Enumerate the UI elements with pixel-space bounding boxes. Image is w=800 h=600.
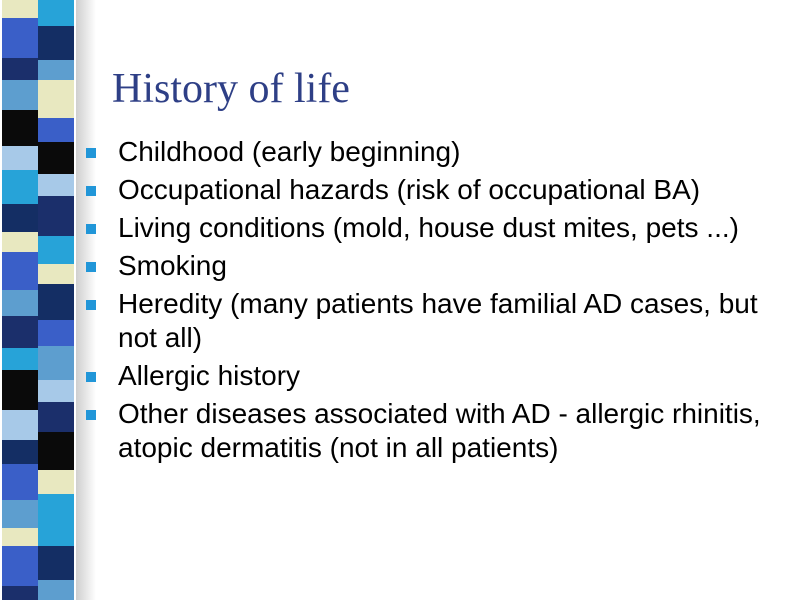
stripe-block [2, 58, 38, 80]
stripe-block [2, 586, 38, 600]
stripe-block [2, 252, 38, 290]
stripe-block [2, 204, 38, 232]
bullet-text: Smoking [118, 250, 227, 281]
bullet-item [86, 135, 776, 169]
bullet-item [86, 359, 776, 393]
square-bullet-icon [86, 224, 96, 234]
bullet-text: Childhood (early beginning) [118, 136, 461, 167]
stripe-block [38, 520, 74, 546]
stripe-block [38, 432, 74, 470]
stripe-column-right [38, 0, 74, 600]
stripe-block [2, 464, 38, 500]
stripe-block [2, 290, 38, 316]
square-bullet-icon [86, 148, 96, 158]
stripe-block [2, 440, 38, 464]
stripe-block [38, 546, 74, 580]
stripe-block [38, 80, 74, 118]
stripe-block [38, 60, 74, 80]
square-bullet-icon [86, 410, 96, 420]
stripe-block [38, 580, 74, 600]
stripe-block [2, 110, 38, 146]
stripe-block [2, 316, 38, 348]
stripe-block [38, 470, 74, 494]
stripe-block [38, 494, 74, 520]
bullet-text: Allergic history [118, 360, 301, 391]
bullet-text: Occupational hazards (risk of occupational BA) [118, 174, 701, 205]
stripe-block [38, 236, 74, 264]
stripe-block [2, 170, 38, 204]
bullet-item [86, 287, 776, 355]
bullet-list [86, 135, 776, 469]
stripe-block [38, 142, 74, 174]
slide-title: History of life [112, 66, 350, 112]
square-bullet-icon [86, 372, 96, 382]
bullet-text: Other diseases associated with AD - allergic rhinitis, atopic dermatitis (not in all patients) [118, 398, 761, 463]
stripe-block [38, 402, 74, 432]
stripe-block [38, 346, 74, 380]
stripe-block [2, 232, 38, 252]
square-bullet-icon [86, 186, 96, 196]
stripe-block [38, 264, 74, 284]
bullet-text: Living conditions (mold, house dust mites, pets ...) [118, 212, 739, 243]
stripe-block [2, 370, 38, 410]
bullet-item [86, 249, 776, 283]
stripe-block [2, 500, 38, 528]
stripe-block [2, 546, 38, 586]
stripe-block [2, 528, 38, 546]
stripe-block [38, 380, 74, 402]
stripe-block [2, 18, 38, 58]
stripe-block [38, 0, 74, 26]
stripe-block [38, 320, 74, 346]
stripe-block [2, 348, 38, 370]
stripe-block [38, 26, 74, 60]
stripe-block [38, 196, 74, 236]
stripe-column-left [2, 0, 38, 600]
bullet-item [86, 397, 776, 465]
square-bullet-icon [86, 300, 96, 310]
stripe-block [38, 284, 74, 320]
stripe-block [38, 118, 74, 142]
stripe-block [38, 174, 74, 196]
stripe-block [2, 80, 38, 110]
stripe-block [2, 410, 38, 440]
stripe-block [2, 0, 38, 18]
square-bullet-icon [86, 262, 96, 272]
bullet-text: Heredity (many patients have familial AD cases, but not all) [118, 288, 758, 353]
bullet-item [86, 173, 776, 207]
decorative-stripe-bar [0, 0, 78, 600]
stripe-block [2, 146, 38, 170]
bullet-item [86, 211, 776, 245]
